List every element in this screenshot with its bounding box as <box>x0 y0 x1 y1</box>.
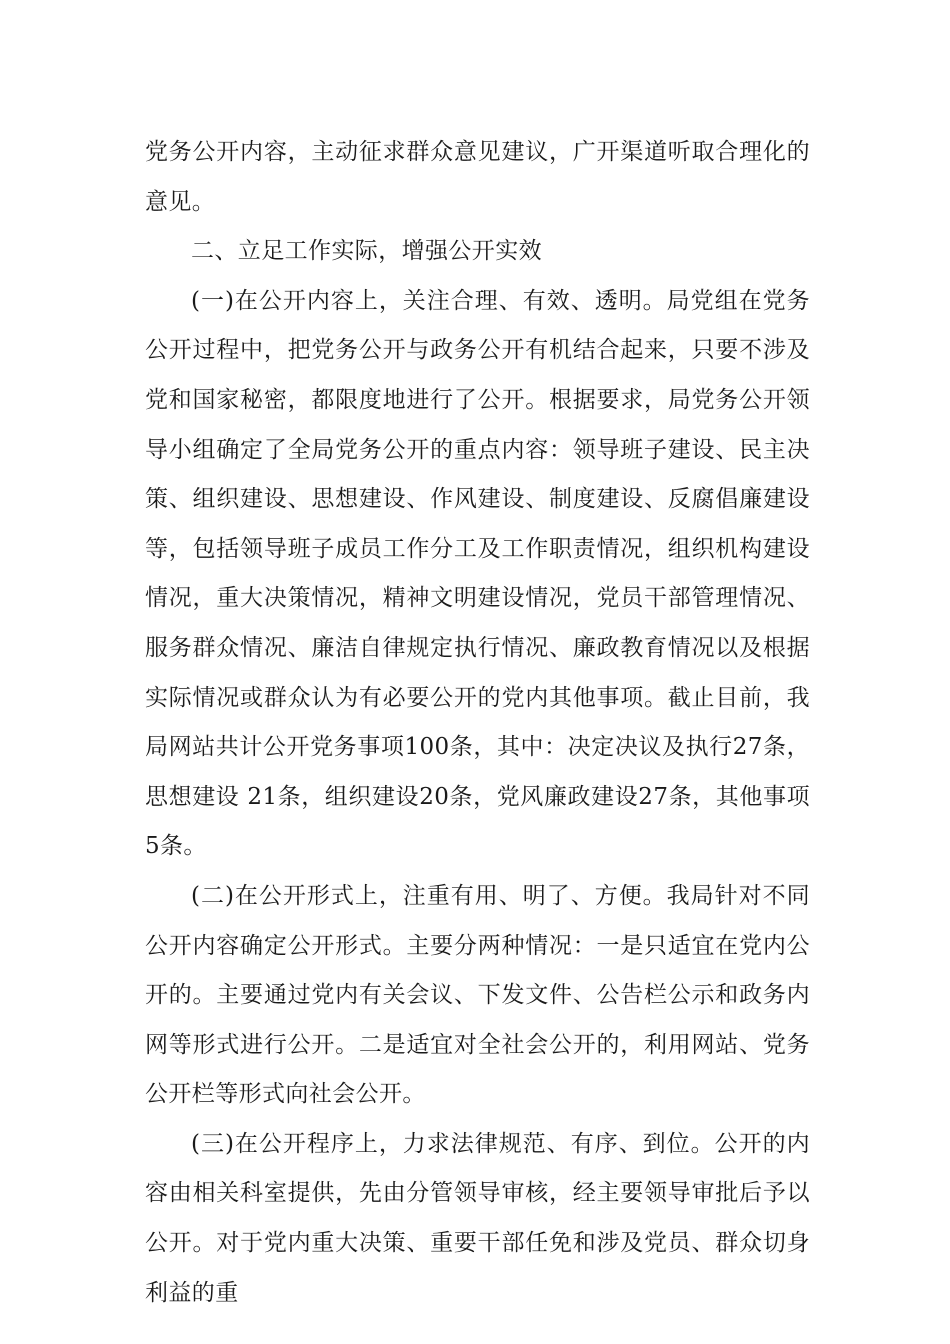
section-heading: 二、立足工作实际，增强公开实效 <box>191 238 542 265</box>
paragraph-content-disclosure: (一)在公开内容上，关注合理、有效、透明。局党组在党务公开过程中，把党务公开与政务公开有机结合起来，只要不涉及党和国家秘密，都限度地进行了公开。根据要求，局党务公开领导小组确定了全局党务公开的重点内容：领导班子建设、民主决策、组织建设、思想建设、作风建设、制度建设、反腐倡廉建设等，包括领导班子成员工作分工及工作职责情况，组织机构建设情况，重大决策情况，精神文明建设情况，党员干部管理情况、服务群众情况、廉洁自律规定执行情况、廉政教育情况以及根据实际情况或群众认为有必要公开的党内其他事项。截止目前，我局网站共计公开党务事项100条，其中：决定决议及执行27条，思想建设 21条，组织建设20条，党风廉政建设27条，其他事项5条。 <box>145 287 810 860</box>
document-body <box>145 128 810 1318</box>
paragraph-disclosure-form: (二)在公开形式上，注重有用、明了、方便。我局针对不同公开内容确定公开形式。主要分两种情况：一是只适宜在党内公开的。主要通过党内有关会议、下发文件、公告栏公示和政务内网等形式进行公开。二是适宜对全社会公开的，利用网站、党务公开栏等形式向社会公开。 <box>145 882 810 1108</box>
paragraph-continuation: 党务公开内容，主动征求群众意见建议，广开渠道听取合理化的意见。 <box>145 139 810 215</box>
paragraph-disclosure-procedure: (三)在公开程序上，力求法律规范、有序、到位。公开的内容由相关科室提供，先由分管领导审核，经主要领导审批后予以公开。对于党内重大决策、重要干部任免和涉及党员、群众切身利益的重 <box>145 1130 810 1306</box>
